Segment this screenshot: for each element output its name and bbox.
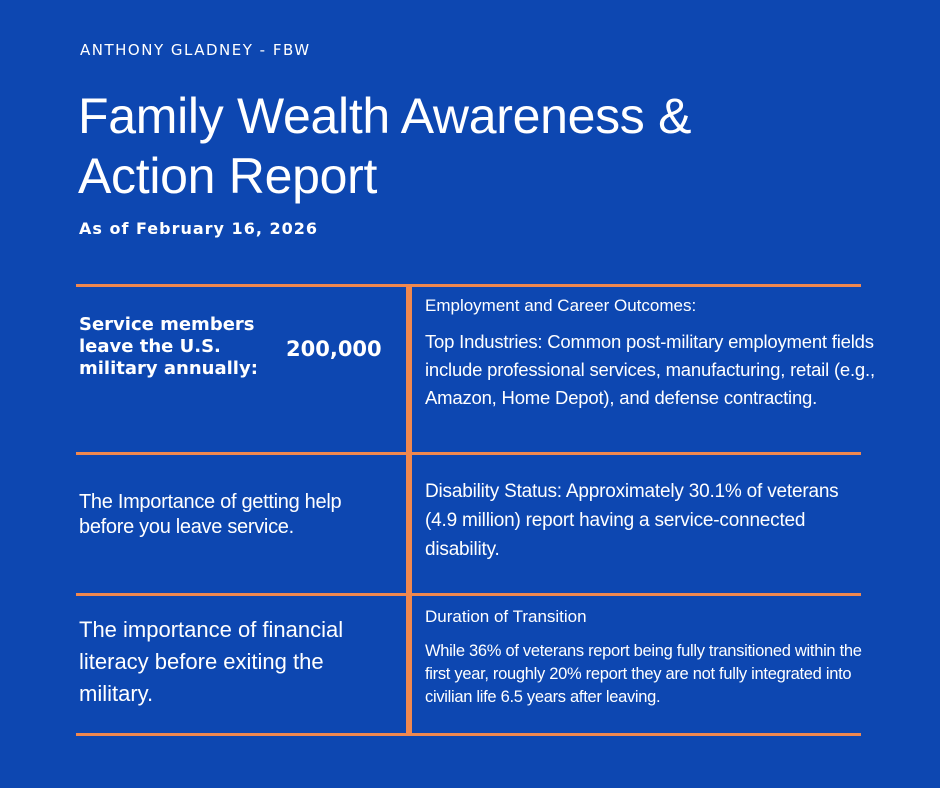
transition-duration-text: While 36% of veterans report being fully transitioned within the first year, roughly 20% report they are not fully integrated into civilian life 6.5 years after leaving. — [425, 642, 862, 706]
report-title: Family Wealth Awareness & Action Report — [78, 88, 692, 204]
table-divider-bottom — [76, 733, 861, 736]
employment-heading: Employment and Career Outcomes: — [425, 296, 697, 315]
service-members-count: 200,000 — [286, 337, 382, 361]
transition-duration-heading: Duration of Transition — [425, 607, 587, 626]
table-column-divider — [406, 286, 412, 736]
financial-literacy-text: The importance of financial literacy before exiting the military. — [79, 617, 344, 706]
report-date: As of February 16, 2026 — [79, 219, 318, 238]
employment-text: Top Industries: Common post-military employment fields include professional services, manufacturing, retail (e.g., Amazon, Home Depot), and defense contracting. — [425, 331, 875, 408]
table-divider-row-1 — [76, 452, 861, 455]
disability-status-text: Disability Status: Approximately 30.1% of veterans (4.9 million) report having a service-connected disability. — [425, 481, 839, 560]
service-members-label: Service members leave the U.S. military annually: — [79, 314, 258, 379]
table-divider-row-2 — [76, 593, 861, 596]
table-divider-top — [76, 284, 861, 287]
getting-help-text: The Importance of getting help before you leave service. — [79, 491, 342, 538]
author-name: ANTHONY GLADNEY - FBW — [80, 41, 311, 59]
